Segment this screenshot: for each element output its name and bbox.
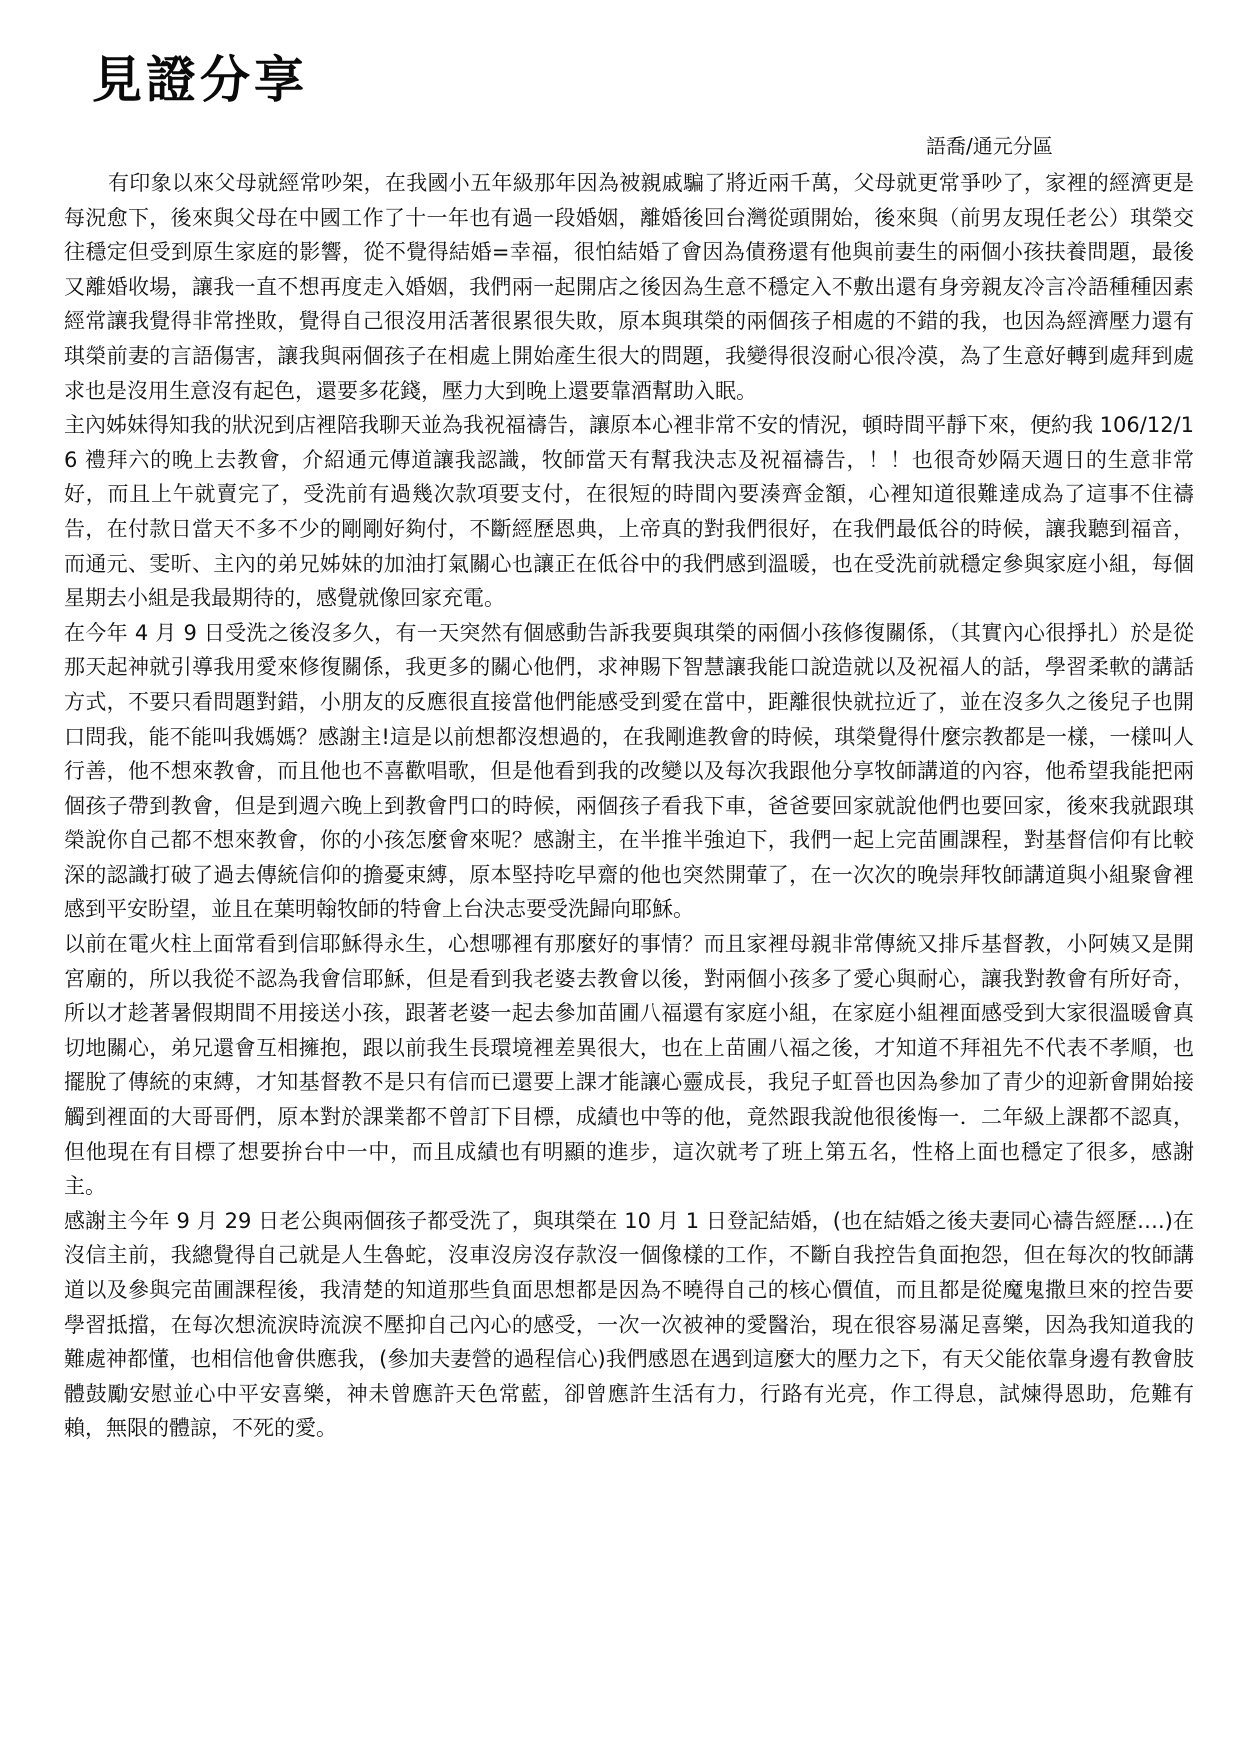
document-body (64, 166, 1194, 1446)
author-line: 語喬/通元分區 (926, 134, 1053, 158)
paragraph-1: 有印象以來父母就經常吵架，在我國小五年級那年因為被親戚騙了將近兩千萬，父母就更常爭吵了，家裡的經濟更是每況愈下，後來與父母在中國工作了十一年也有過一段婚姻，離婚後回台灣從頭開始，後來與（前男友現任老公）琪榮交往穩定但受到原生家庭的影響，從不覺得結婚=幸福，很怕結婚了會因為債務還有他與前妻生的兩個小孩扶養問題，最後又離婚收場，讓我一直不想再度走入婚姻，我們兩一起開店之後因為生意不穩定入不敷出還有身旁親友冷言冷語種種因素經常讓我覺得非常挫敗，覺得自己很沒用活著很累很失敗，原本與琪榮的兩個孩子相處的不錯的我，也因為經濟壓力還有琪榮前妻的言語傷害，讓我與兩個孩子在相處上開始產生很大的問題，我變得很沒耐心很冷漠，為了生意好轉到處拜到處求也是沒用生意沒有起色，還要多花錢，壓力大到晚上還要靠酒幫助入眠。 (64, 171, 1194, 403)
page-title: 見證分享 (92, 51, 308, 109)
paragraph-4: 以前在電火柱上面常看到信耶穌得永生，心想哪裡有那麼好的事情？而且家裡母親非常傳統又排斥基督教，小阿姨又是開宮廟的，所以我從不認為我會信耶穌，但是看到我老婆去教會以後，對兩個小孩多了愛心與耐心，讓我對教會有所好奇，所以才趁著暑假期間不用接送小孩，跟著老婆一起去參加苗圃八福還有家庭小組，在家庭小組裡面感受到大家很溫暖會真切地關心，弟兄還會互相擁抱，跟以前我生長環境裡差異很大，也在上苗圃八福之後，才知道不拜祖先不代表不孝順，也擺脫了傳統的束縛，才知基督教不是只有信而已還要上課才能讓心靈成長，我兒子虹晉也因為參加了青少的迎新會開始接觸到裡面的大哥哥們，原本對於課業都不曾訂下目標，成績也中等的他，竟然跟我說他很後悔一．二年級上課都不認真，但他現在有目標了想要拚台中一中，而且成績也有明顯的進步，這次就考了班上第五名，性格上面也穩定了很多，感謝主。 (64, 932, 1194, 1199)
paragraph-3: 在今年 4 月 9 日受洗之後沒多久，有一天突然有個感動告訴我要與琪榮的兩個小孩修復關係，（其實內心很掙扎）於是從那天起神就引導我用愛來修復關係，我更多的關心他們，求神賜下智慧讓我能口說造就以及祝福人的話，學習柔軟的講話方式，不要只看問題對錯，小朋友的反應很直接當他們能感受到愛在當中，距離很快就拉近了，並在沒多久之後兒子也開口問我，能不能叫我媽媽？感謝主!這是以前想都沒想過的，在我剛進教會的時候，琪榮覺得什麼宗教都是一樣，一樣叫人行善，他不想來教會，而且他也不喜歡唱歌，但是他看到我的改變以及每次我跟他分享牧師講道的內容，他希望我能把兩個孩子帶到教會，但是到週六晚上到教會門口的時候，兩個孩子看我下車，爸爸要回家就說他們也要回家，後來我就跟琪榮說你自己都不想來教會，你的小孩怎麼會來呢？感謝主，在半推半強迫下，我們一起上完苗圃課程，對基督信仰有比較深的認識打破了過去傳統信仰的擔憂束縛，原本堅持吃早齋的他也突然開葷了，在一次次的晚崇拜牧師講道與小組聚會裡感到平安盼望，並且在葉明翰牧師的特會上台決志要受洗歸向耶穌。 (64, 620, 1194, 922)
paragraph-2: 主內姊妹得知我的狀況到店裡陪我聊天並為我祝福禱告，讓原本心裡非常不安的情況，頓時間平靜下來，便約我 106/12/16 禮拜六的晚上去教會，介紹通元傳道讓我認識，牧師當天有幫我決志及祝福禱告，！！也很奇妙隔天週日的生意非常好，而且上午就賣完了，受洗前有過幾次款項要支付，在很短的時間內要湊齊金額，心裡知道很難達成為了這事不住禱告，在付款日當天不多不少的剛剛好夠付，不斷經歷恩典，上帝真的對我們很好，在我們最低谷的時候，讓我聽到福音，而通元、雯昕、主內的弟兄姊妹的加油打氣關心也讓正在低谷中的我們感到溫暖，也在受洗前就穩定參與家庭小組，每個星期去小組是我最期待的，感覺就像回家充電。 (64, 413, 1194, 611)
paragraph-5: 感謝主今年 9 月 29 日老公與兩個孩子都受洗了，與琪榮在 10 月 1 日登記結婚，(也在結婚之後夫妻同心禱告經歷….)在沒信主前，我總覺得自己就是人生魯蛇，沒車沒房沒存款沒一個像樣的工作，不斷自我控告負面抱怨，但在每次的牧師講道以及參與完苗圃課程後，我清楚的知道那些負面思想都是因為不曉得自己的核心價值，而且都是從魔鬼撒旦來的控告要學習抵擋，在每次想流淚時流淚不壓抑自己內心的感受，一次一次被神的愛醫治，現在很容易滿足喜樂，因為我知道我的難處神都懂，也相信他會供應我，(參加夫妻營的過程信心)我們感恩在遇到這麼大的壓力之下，有天父能依靠身邊有教會肢體鼓勵安慰並心中平安喜樂，神未曾應許天色常藍，卻曾應許生活有力，行路有光亮，作工得息，試煉得恩助，危難有賴，無限的體諒，不死的愛。 (64, 1208, 1194, 1441)
